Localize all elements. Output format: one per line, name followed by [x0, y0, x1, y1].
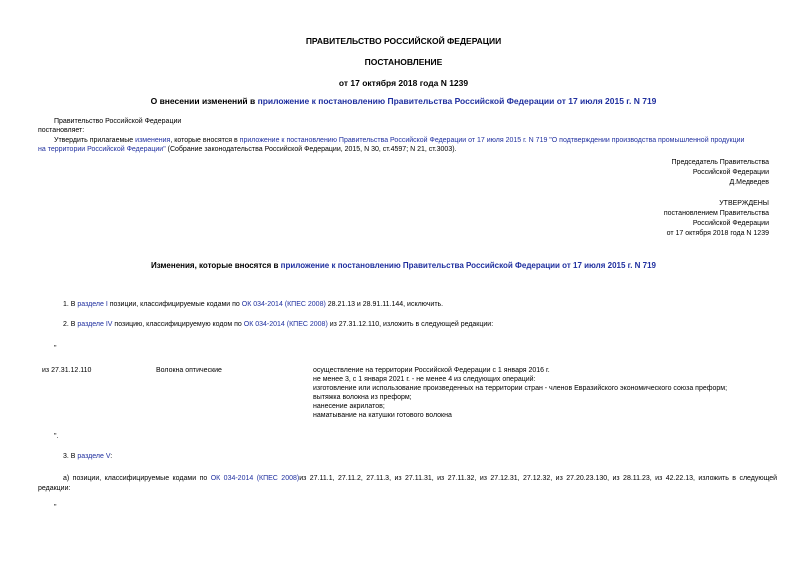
table-cell-code: из 27.31.12.110: [42, 367, 92, 374]
p2-text-a: 2. В: [63, 321, 78, 328]
changes-title-link[interactable]: приложение к постановлению Правительства Российской Федерации от 17 июля 2015 г. N 719: [280, 261, 656, 270]
p1-text-c: 28.21.13 и 28.91.11.144, исключить.: [325, 301, 444, 308]
paragraph-1: [63, 300, 443, 309]
changes-title: [0, 261, 807, 270]
p1-text-b: позиции, классифицируемые кодами по: [107, 301, 242, 308]
p3-text-a: 3. В: [63, 453, 78, 460]
approve-text-a: Утвердить прилагаемые: [54, 137, 136, 144]
p3-text-b: :: [110, 453, 113, 460]
okpd-link-3[interactable]: ОК 034-2014 (КПЕС 2008): [210, 475, 300, 482]
approve-text-b: , которые вносятся в: [170, 137, 240, 144]
requirement-line: нанесение акрилатов;: [313, 403, 385, 410]
government-heading: ПРАВИТЕЛЬСТВО РОССИЙСКОЙ ФЕДЕРАЦИИ: [305, 36, 502, 46]
pa-text-b: из 27.11.1, 27.11.2, 27.11.3, из 27.11.31, из 27.11.32, из 27.12.31, 27.12.32, из 27.20.23.130, из 28.11.23, из 42.22.13, изложить в следующей: [299, 475, 778, 482]
document-date-number: от 17 октября 2018 года N 1239: [338, 78, 469, 88]
pa-text-a: а) позиции, классифицируемые кодами по: [63, 475, 211, 482]
resolution-link-part2[interactable]: на территории Российской Федерации": [38, 146, 166, 153]
okpd-link-2[interactable]: ОК 034-2014 (КПЕС 2008): [243, 321, 328, 328]
changes-title-prefix: Изменения, которые вносятся в: [150, 261, 281, 270]
quote-open-mark-2: ": [54, 504, 57, 511]
p1-text-a: 1. В: [63, 301, 78, 308]
table-cell-name: Волокна оптические: [156, 367, 222, 374]
approved-line-4: от 17 октября 2018 года N 1239: [666, 230, 769, 237]
requirement-line: не менее 3, с 1 января 2021 г. - не менее 4 из следующих операций:: [313, 376, 536, 383]
document-title: [0, 97, 807, 106]
paragraph-a-line1: [63, 474, 777, 483]
preamble-line-1: Правительство Российской Федерации: [54, 118, 182, 125]
quote-open-mark: ": [54, 345, 57, 352]
signature-name: Д.Медведев: [729, 179, 769, 186]
requirement-line: вытяжка волокна из преформ;: [313, 394, 412, 401]
requirement-line: наматывание на катушки готового волокна: [313, 412, 452, 419]
approve-paragraph-line1: [54, 136, 744, 145]
p2-text-b: позицию, классифицируемую кодом по: [112, 321, 244, 328]
requirement-line: осуществление на территории Российской Федерации с 1 января 2016 г.: [313, 367, 550, 374]
signature-country: Российской Федерации: [692, 169, 769, 176]
requirement-line: изготовление или использование произведенных на территории стран - членов Евразийского экономического союза преформ;: [313, 385, 728, 392]
okpd-link-1[interactable]: ОК 034-2014 (КПЕС 2008): [241, 301, 326, 308]
section-5-link[interactable]: разделе V: [77, 453, 111, 460]
document-title-prefix: О внесении изменений в: [150, 96, 258, 106]
approved-line-2: постановлением Правительства: [663, 210, 769, 217]
resolution-link-part1[interactable]: приложение к постановлению Правительства Российской Федерации от 17 июля 2015 г. N 719 "О подтверждении производства промышленной продукции: [239, 137, 745, 144]
quote-close-mark: ".: [54, 433, 59, 440]
signature-title: Председатель Правительства: [671, 159, 769, 166]
approve-text-c: (Собрание законодательства Российской Федерации, 2015, N 30, ст.4597; N 21, ст.3003).: [165, 146, 457, 153]
approved-heading: УТВЕРЖДЕНЫ: [719, 200, 769, 207]
paragraph-a-line2: редакции:: [38, 485, 71, 492]
approved-line-3: Российской Федерации: [692, 220, 769, 227]
preamble-line-2: постановляет:: [38, 127, 85, 134]
approve-paragraph-line2: [38, 145, 457, 154]
paragraph-2: [63, 320, 493, 329]
document-title-link[interactable]: приложение к постановлению Правительства Российской Федерации от 17 июля 2015 г. N 719: [257, 96, 657, 106]
section-4-link[interactable]: разделе IV: [77, 321, 113, 328]
changes-link[interactable]: изменения: [135, 137, 171, 144]
paragraph-3: [63, 452, 112, 461]
table-cell-requirements: [313, 366, 727, 420]
p2-text-c: из 27.31.12.110, изложить в следующей редакции:: [327, 321, 494, 328]
document-type: ПОСТАНОВЛЕНИЕ: [364, 57, 443, 67]
section-1-link[interactable]: разделе I: [77, 301, 108, 308]
